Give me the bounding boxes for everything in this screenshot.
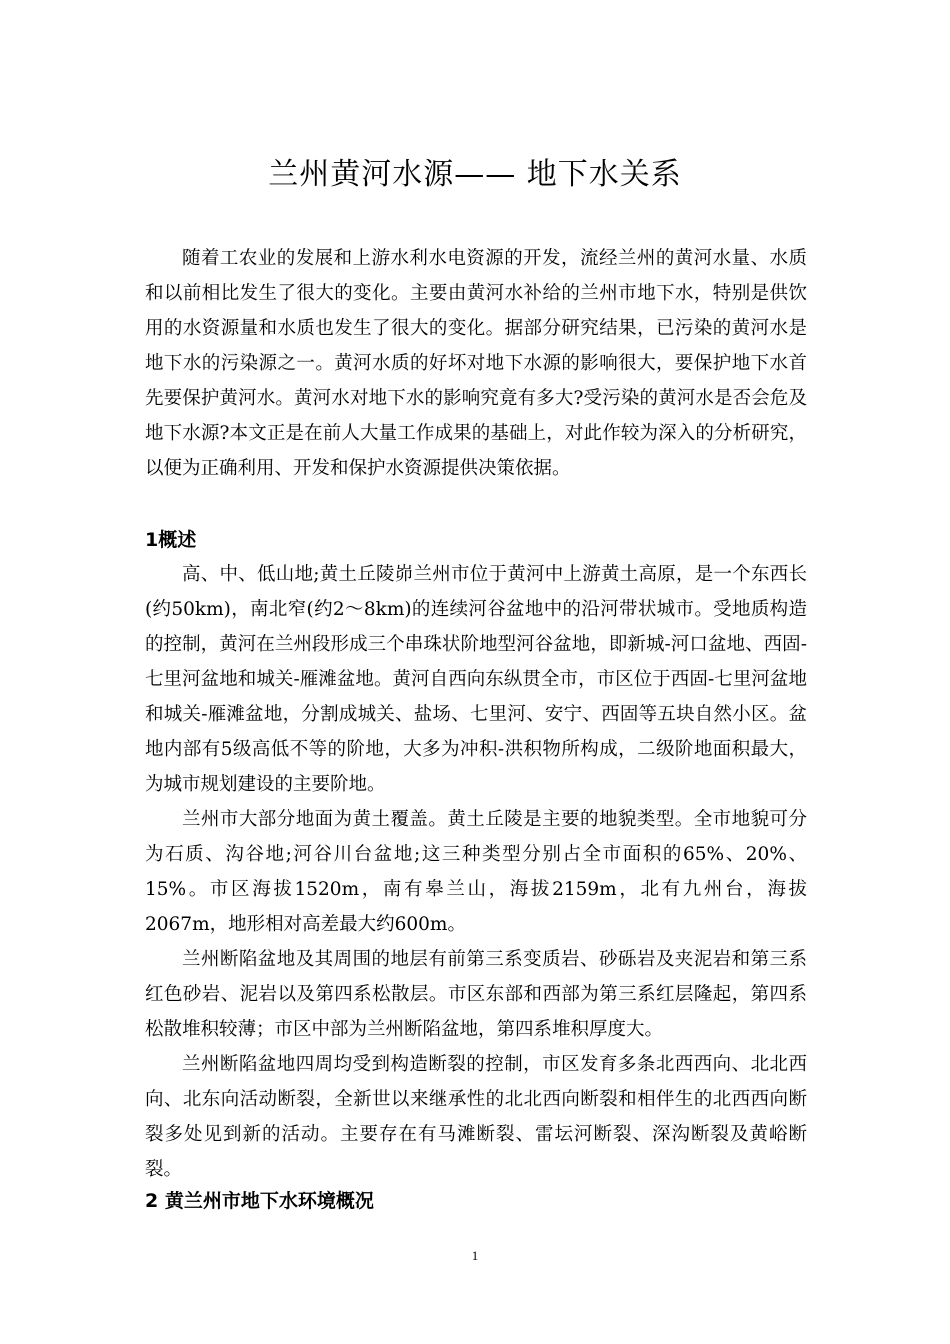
intro-paragraph: 随着工农业的发展和上游水利水电资源的开发，流经兰州的黄河水量、水质和以前相比发生了很大的变化。主要由黄河水补给的兰州市地下水，特别是供饮用的水资源量和水质也发生了很大的变化。据部分研究结果，已污染的黄河水是地下水的污染源之一。黄河水质的好坏对地下水源的影响很大，要保护地下水首先要保护黄河水。黄河水对地下水的影响究竟有多大?受污染的黄河水是否会危及地下水源?本文正是在前人大量工作成果的基础上，对此作较为深入的分析研究，以便为正确利用、开发和保护水资源提供决策依据。	[145, 248, 807, 479]
section-1-paragraph-3: 兰州断陷盆地及其周围的地层有前第三系变质岩、砂砾岩及夹泥岩和第三系红色砂岩、泥岩以及第四系松散层。市区东部和西部为第三系红层隆起，第四系松散堆积较薄；市区中部为兰州断陷盆地，第四系堆积厚度大。	[145, 949, 807, 1040]
section-1-paragraph-2: 兰州市大部分地面为黄土覆盖。黄土丘陵是主要的地貌类型。全市地貌可分为石质、沟谷地;河谷川台盆地;这三种类型分别占全市面积的65%、20%、15%。市区海拔1520m，南有皋兰山，海拔2159m，北有九州台，海拔2067m，地形相对高差最大约600m。	[145, 809, 807, 935]
section-2-heading: 2 黄兰州市地下水环境概况	[145, 1190, 374, 1212]
intro-block	[145, 241, 807, 486]
section-1-heading: 1概述	[145, 529, 197, 551]
document-title: 兰州黄河水源—— 地下水关系	[268, 157, 682, 192]
section-1	[145, 523, 807, 1187]
page-number: 1	[471, 1248, 479, 1263]
section-1-paragraph-4: 兰州断陷盆地四周均受到构造断裂的控制，市区发育多条北西西向、北北西向、北东向活动断裂，全新世以来继承性的北北西向断裂和相伴生的北西西向断裂多处见到新的活动。主要存在有马滩断裂、雷坛河断裂、深沟断裂及黄峪断裂。	[145, 1054, 807, 1180]
section-1-paragraph-1: 高、中、低山地;黄土丘陵峁兰州市位于黄河中上游黄土高原，是一个东西长(约50km)，南北窄(约2～8km)的连续河谷盆地中的沿河带状城市。受地质构造的控制，黄河在兰州段形成三个串珠状阶地型河谷盆地，即新城-河口盆地、西固-七里河盆地和城关-雁滩盆地。黄河自西向东纵贯全市，市区位于西固-七里河盆地和城关-雁滩盆地，分割成城关、盐场、七里河、安宁、西固等五块自然小区。盆地内部有5级高低不等的阶地，大多为冲积-洪积物所构成，二级阶地面积最大，为城市规划建设的主要阶地。	[145, 564, 807, 795]
section-2	[145, 1184, 807, 1218]
